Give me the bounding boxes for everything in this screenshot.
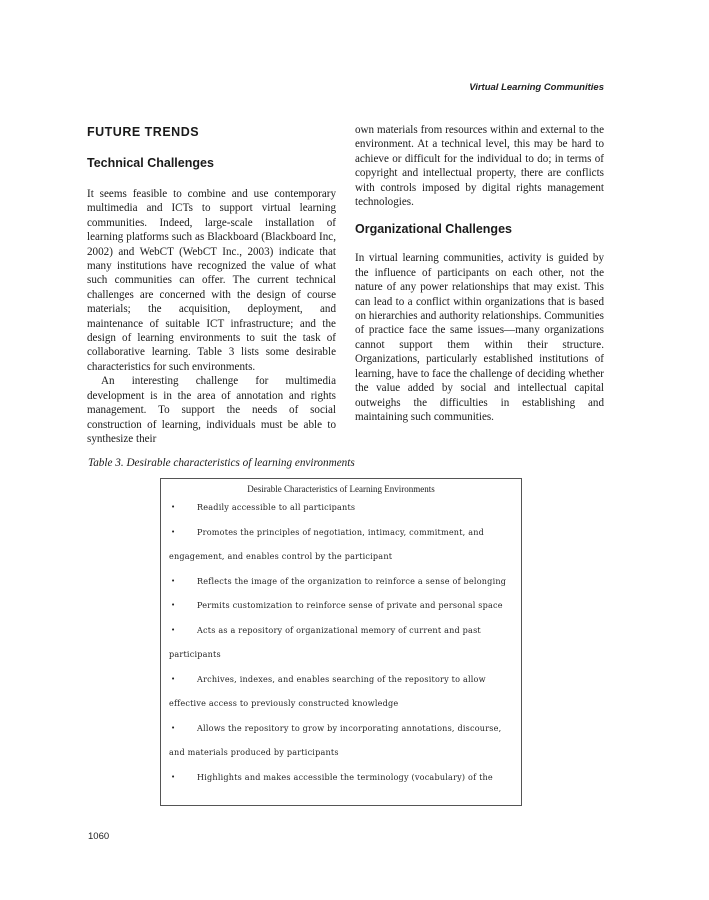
bullet-icon: • <box>171 723 176 732</box>
table-item-text: Archives, indexes, and enables searching of the repository to allow <box>197 673 486 684</box>
table-item-text: Allows the repository to grow by incorporating annotations, discourse, <box>197 722 502 733</box>
table-item <box>161 495 521 520</box>
right-column <box>355 123 604 424</box>
bullet-icon: • <box>171 674 176 683</box>
paragraph: An interesting challenge for multimedia development is in the area of annotation and rights management. To support the needs of social construction of learning, individuals must be able to synthesize their <box>87 375 336 445</box>
table-header: Desirable Characteristics of Learning Environments <box>247 484 435 494</box>
table-item-text: Acts as a repository of organizational memory of current and past <box>197 624 481 635</box>
table-item <box>161 716 521 741</box>
table-item <box>161 667 521 692</box>
table-item-continuation: participants <box>169 649 221 659</box>
table-item <box>161 618 521 643</box>
bullet-icon: • <box>171 772 176 781</box>
table-item-text: Readily accessible to all participants <box>197 502 356 512</box>
bullet-icon: • <box>171 601 176 609</box>
table-item-text: Permits customization to reinforce sense of private and personal space <box>197 600 503 610</box>
table-item <box>161 765 521 790</box>
bullet-icon: • <box>171 576 176 585</box>
table-item-continuation: and materials produced by participants <box>169 747 339 757</box>
paragraph: It seems feasible to combine and use contemporary multimedia and ICTs to support virtual learning communities. Indeed, large-scale installation of learning platforms such as Blackboard (Blackboard Inc, 2002) and WebCT (WebCT Inc., 2003) indicate that many institutions have recognized the value of what such communities can offer. The current technical challenges are concerned with the design of course materials; the acquisition, deployment, and maintenance of suitable ICT infrastructure; and the design of learning environments to suit the task of collaborative learning. Table 3 lists some desirable characteristics for such environments. <box>87 188 336 373</box>
table-item <box>161 593 521 618</box>
subsection-title-organizational: Organizational Challenges <box>355 222 512 237</box>
table-item-text: Highlights and makes accessible the terminology (vocabulary) of the <box>197 771 493 782</box>
table-caption: Table 3. Desirable characteristics of learning environments <box>88 457 355 469</box>
bullet-icon: • <box>171 625 176 634</box>
table-item-continuation: engagement, and enables control by the participant <box>169 551 393 561</box>
characteristics-table <box>160 478 522 806</box>
subsection-title-technical: Technical Challenges <box>87 156 214 170</box>
table-item <box>161 569 521 594</box>
bullet-icon: • <box>171 503 176 511</box>
table-item-text: Promotes the principles of negotiation, intimacy, commitment, and <box>197 526 485 537</box>
running-header: Virtual Learning Communities <box>469 82 604 93</box>
page-number: 1060 <box>88 831 110 842</box>
table-item-text: Reflects the image of the organization to reinforce a sense of belonging <box>197 575 507 586</box>
paragraph: own materials from resources within and external to the environment. At a technical level, this may be hard to achieve or difficult for the individual to do; in terms of copyright and intellectual property, there are conflicts with controls imposed by digital rights management technologies. <box>355 124 604 209</box>
table-items <box>161 495 521 789</box>
section-title: FUTURE TRENDS <box>87 125 200 139</box>
paragraph: In virtual learning communities, activity is guided by the influence of participants on each other, not the nature of any power relationships that may exist. This can lead to a conflict within organizations that is based on hierarchies and authority relationships. Communities of practice face the same issues—many organizations cannot support them within their structure. Organizations, particularly established institutions of learning, have to face the challenge of deciding whether the value added by social and intellectual capital outweighs the difficulties in establishing and maintaining such communities. <box>355 252 604 423</box>
table-item <box>161 520 521 545</box>
bullet-icon: • <box>171 527 176 536</box>
table-item-continuation: effective access to previously constructed knowledge <box>169 698 399 708</box>
left-column <box>87 123 336 446</box>
